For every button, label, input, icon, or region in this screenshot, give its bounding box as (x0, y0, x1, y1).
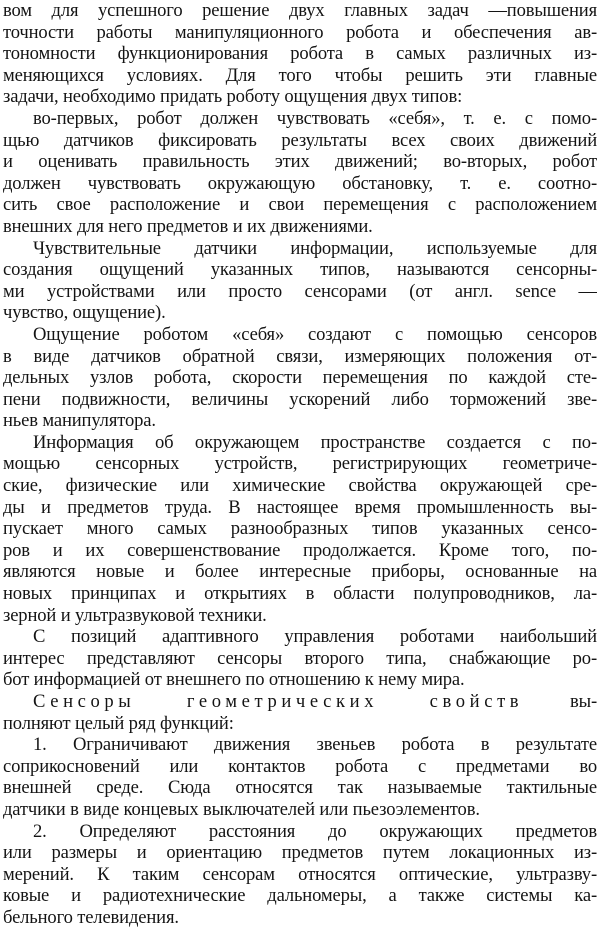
text-line: должен чувствовать окружающую обстановку, т. е. соотно- (3, 172, 597, 194)
paragraph (3, 324, 597, 432)
text-line: во-первых, робот должен чувствовать «себя», т. е. с помо- (33, 107, 597, 129)
text-line: бельного телевидения. (3, 906, 179, 928)
text-line: ские, физические или химические свойства окружающей сре- (3, 475, 597, 497)
text-line: сить свое расположение и свои перемещения с расположением (3, 194, 597, 216)
text-line: ми устройствами или просто сенсорами (от англ. sence — (3, 280, 597, 302)
paragraph (3, 0, 597, 108)
spaced-heading-text: Сенсоры геометрических свойств (33, 691, 524, 712)
text-line: меняющихся условиях. Для того чтобы решить эти главные (3, 64, 597, 86)
text-line: тономности функционирования робота в самых различных из- (3, 43, 597, 65)
text-line: или размеры и ориентацию предметов путем локационных из- (3, 842, 597, 864)
paragraph (3, 691, 597, 734)
text-line: ды и предметов труда. В настоящее время промышленность вы- (3, 496, 597, 518)
paragraph (3, 238, 597, 324)
text-line: полняют целый ряд функций: (3, 712, 234, 734)
line-continuation: вы- (523, 691, 597, 712)
text-line: ковые и радиотехнические дальномеры, а также системы ка- (3, 885, 597, 907)
text-line: создания ощущений указанных типов, называются сенсорны- (3, 259, 597, 281)
text-line: новых принципах и открытиях в области полупроводников, ла- (3, 583, 597, 605)
text-line: задачи, необходимо придать роботу ощущения двух типов: (3, 86, 463, 108)
text-line: Чувствительные датчики информации, используемые для (33, 237, 597, 259)
paragraph (3, 821, 597, 929)
text-line: пени подвижности, величины ускорений либо торможений зве- (3, 388, 597, 410)
text-line: мерений. К таким сенсорам относятся оптические, ультразву- (3, 863, 597, 885)
text-line: ньев манипулятора. (3, 410, 156, 432)
body-text (3, 0, 597, 929)
text-line: С позиций адаптивного управления роботами наибольший (33, 626, 597, 648)
text-line: щью датчиков фиксировать результаты всех своих движений (3, 129, 597, 151)
text-line: внешних для него предметов и их движениями. (3, 215, 373, 237)
text-line: внешней среде. Сюда относятся так называемые тактильные (3, 777, 597, 799)
text-line: соприкосновений или контактов робота с предметами во (3, 755, 597, 777)
text-line: в виде датчиков обратной связи, измеряющих положения от- (3, 345, 597, 367)
paragraph (3, 432, 597, 626)
text-line: вом для успешного решение двух главных задач —повышения (3, 0, 597, 21)
text-line: 2. Определяют расстояния до окружающих предметов (33, 820, 597, 842)
text-line: и оценивать правильность этих движений; во-вторых, робот (3, 151, 597, 173)
paragraph (3, 626, 597, 691)
text-line: Информация об окружающем пространстве создается с по- (33, 431, 597, 453)
text-line: являются новые и более интересные приборы, основанные на (3, 561, 597, 583)
text-line (3, 691, 597, 713)
text-line: дельных узлов робота, скорости перемещения по каждой сте- (3, 367, 597, 389)
text-line: 1. Ограничивают движения звеньев робота в результате (33, 734, 597, 756)
paragraph (3, 108, 597, 238)
text-line: бот информацией от внешнего по отношению к нему мира. (3, 669, 465, 691)
text-line: чувство, ощущение). (3, 302, 166, 324)
text-line: ров и их совершенствование продолжается. Кроме того, по- (3, 539, 597, 561)
text-line: датчики в виде концевых выключателей или пьезоэлементов. (3, 798, 480, 820)
text-line: мощью сенсорных устройств, регистрирующих геометриче- (3, 453, 597, 475)
text-line: интерес представляют сенсоры второго типа, снабжающие ро- (3, 647, 597, 669)
text-line: пускает много самых разнообразных типов указанных сенсо- (3, 518, 597, 540)
paragraph (3, 734, 597, 820)
document-page (3, 0, 597, 928)
text-line: зерной и ультразвуковой техники. (3, 604, 267, 626)
text-line: точности работы манипуляционного робота и обеспечения ав- (3, 21, 597, 43)
text-line: Ощущение роботом «себя» создают с помощью сенсоров (33, 323, 597, 345)
